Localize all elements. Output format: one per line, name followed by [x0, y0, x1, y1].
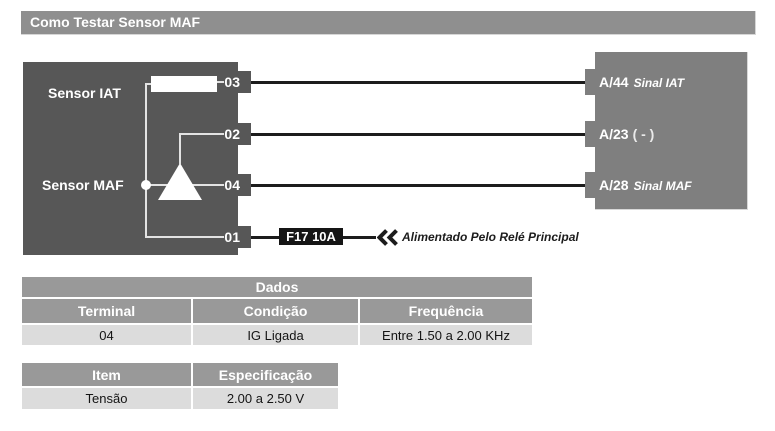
pin-label-01: 01: [224, 229, 240, 245]
page-title: Como Testar Sensor MAF: [30, 14, 201, 30]
signal-label: Sinal IAT: [633, 76, 685, 90]
sensor-maf-label: Sensor MAF: [42, 177, 124, 193]
spec-cell-item: Tensão: [22, 388, 191, 409]
signal-label: ( - ): [632, 126, 655, 142]
dados-table-title: Dados: [22, 277, 532, 297]
terminal-label: A/23: [599, 126, 629, 142]
connector-tab-a44: [585, 69, 595, 95]
connector-tab-a28: [585, 172, 595, 198]
wire-03-to-a44: [251, 81, 585, 84]
spec-header-especificacao: Especificação: [193, 363, 338, 386]
wire-segment-vertical: [145, 83, 147, 238]
dados-header-frequencia: Frequência: [360, 299, 532, 323]
title-bar: [21, 11, 756, 35]
supply-note: Alimentado Pelo Relé Principal: [402, 230, 579, 244]
wire-segment: [179, 134, 181, 164]
wire-fuse-to-supply: [343, 236, 376, 239]
table-row: [22, 325, 532, 345]
amplifier-symbol: [158, 163, 202, 200]
connector-pin-a44: [599, 73, 684, 91]
pin-label-02: 02: [224, 126, 240, 142]
spec-header-item: Item: [22, 363, 191, 386]
especificacao-table: [20, 361, 340, 411]
sensor-iat-label: Sensor IAT: [48, 85, 121, 101]
dados-header-terminal: Terminal: [22, 299, 191, 323]
dados-cell-terminal: 04: [22, 325, 191, 345]
terminal-label: A/44: [599, 74, 629, 90]
connector-pin-a23: [599, 125, 654, 143]
connector-pin-a28: [599, 176, 692, 194]
signal-label: Sinal MAF: [633, 179, 692, 193]
table-row: [22, 388, 338, 409]
wire-01-to-fuse: [251, 236, 279, 239]
dados-cell-frequencia: Entre 1.50 a 2.00 KHz: [360, 325, 532, 345]
spec-cell-especificacao: 2.00 a 2.50 V: [193, 388, 338, 409]
terminal-label: A/28: [599, 177, 629, 193]
wire-04-to-a28: [251, 184, 585, 187]
dados-header-condicao: Condição: [193, 299, 358, 323]
junction-dot: [141, 180, 151, 190]
connector-tab-a23: [585, 121, 595, 147]
dados-cell-condicao: IG Ligada: [193, 325, 358, 345]
double-left-chevron-icon: [377, 229, 399, 246]
wire-02-to-a23: [251, 133, 585, 136]
pin-label-03: 03: [224, 74, 240, 90]
fuse-box: F17 10A: [279, 228, 343, 245]
dados-table: [20, 275, 534, 347]
pin-label-04: 04: [224, 177, 240, 193]
